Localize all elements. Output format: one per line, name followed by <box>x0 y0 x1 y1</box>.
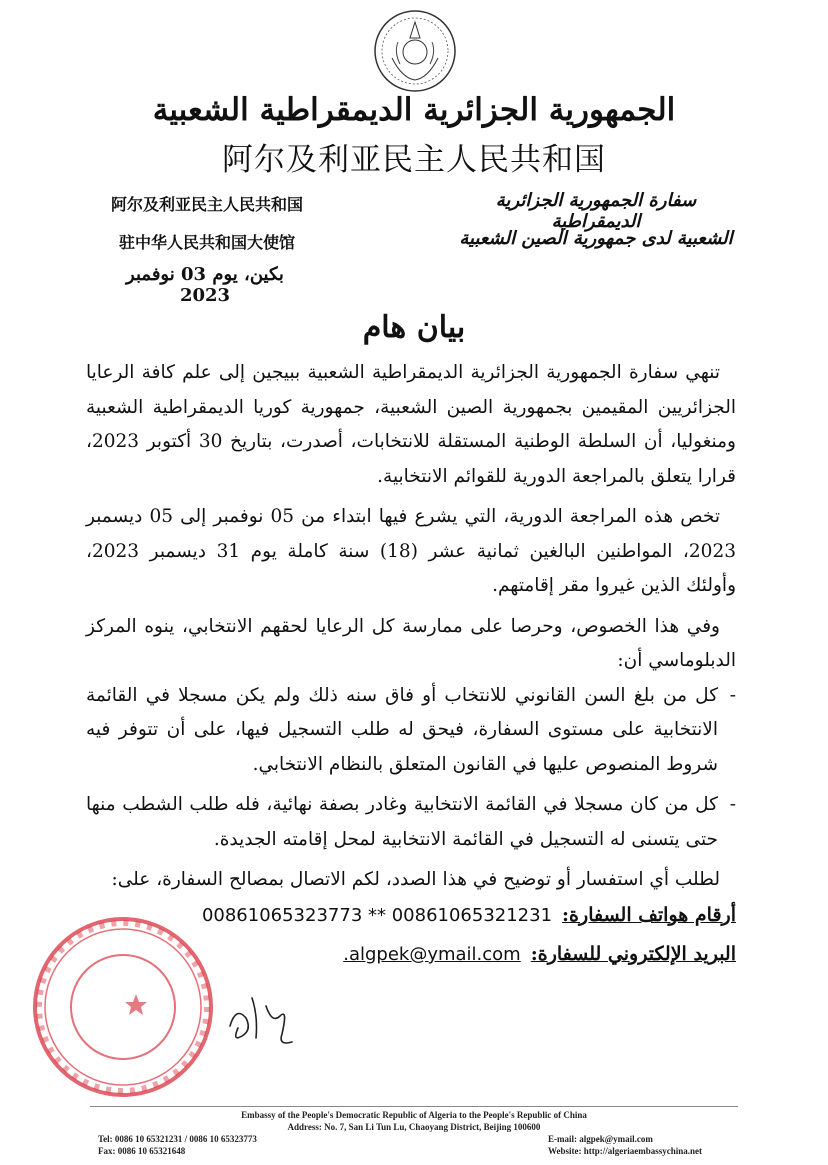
phone-numbers: 00861065323773 ** 00861065321231 <box>201 904 553 926</box>
sender-chinese-line1: 阿尔及利亚民主人民共和国 <box>110 195 303 214</box>
email-address: .algpek@ymail.com <box>343 944 521 965</box>
national-emblem-icon <box>372 8 458 94</box>
sender-arabic-line1: سفارة الجمهورية الجزائرية الديمقراطية <box>495 190 697 232</box>
sender-arabic-line2: الشعبية لدى جمهورية الصين الشعبية <box>459 228 733 249</box>
paragraph-intro: تنهي سفارة الجمهورية الجزائرية الديمقراطية الشعبية ببيجين إلى علم كافة الرعايا الجزائريين المقيمين بجمهورية الصين الشعبية، جمهورية كوريا الديمقراطية الشعبية ومنغوليا، أن السلطة الوطنية المستقلة للانتخابات، أصدرت، بتاريخ 30 أكتوبر 2023، قرارا يتعلق بالمراجعة الدورية للقوائم الانتخابية. <box>86 362 736 487</box>
email-label: البريد الإلكتروني للسفارة: <box>530 943 736 965</box>
title-arabic: الجمهورية الجزائرية الديمقراطية الشعبية <box>152 92 676 128</box>
bullet-removal: كل من كان مسجلا في القائمة الانتخابية وغادر بصفة نهائية، فله طلب الشطب منها حتى يتسنى له التسجيل في القائمة الانتخابية لمحل إقامته الجديدة. <box>86 794 718 850</box>
bullet-registration: كل من بلغ السن القانوني للانتخاب أو فاق سنه ذلك ولم يكن مسجلا في القائمة الانتخابية على مستوى السفارة، فيحق له طلب التسجيل فيها، على أن تتوفر فيه شروط المنصوص عليها في القانون المتعلق بالنظام الانتخابي. <box>86 684 718 775</box>
footer-address: Address: No. 7, San Li Tun Lu, Chaoyang District, Beijing 100600 <box>287 1122 541 1132</box>
sender-chinese-line2: 驻中华人民共和国大使馆 <box>118 233 295 252</box>
list-item: - كل من كان مسجلا في القائمة الانتخابية وغادر بصفة نهائية، فله طلب الشطب منها حتى يتسنى له التسجيل في القائمة الانتخابية لمحل إقامته الجديدة. <box>86 788 736 857</box>
phone-label: أرقام هواتف السفارة: <box>562 903 736 926</box>
embassy-stamp-icon <box>28 912 218 1102</box>
footer-website: Website: http://algeriaembassychina.net <box>548 1146 702 1156</box>
paragraph-notice: وفي هذا الخصوص، وحرصا على ممارسة كل الرعايا لحقهم الانتخابي، ينوه المركز الدبلوماسي أن: <box>86 615 736 671</box>
list-item: - كل من بلغ السن القانوني للانتخاب أو فاق سنه ذلك ولم يكن مسجلا في القائمة الانتخابية على مستوى السفارة، فيحق له طلب التسجيل فيها، على أن تتوفر فيه شروط المنصوص عليها في القانون المتعلق بالنظام الانتخابي. <box>86 679 736 783</box>
document-date: بكين، يوم 03 نوفمبر 2023 <box>126 264 284 306</box>
statement-heading: بيان هام <box>362 310 466 345</box>
title-chinese: 阿尔及利亚民主人民共和国 <box>222 142 606 178</box>
footer-tel: Tel: 0086 10 65321231 / 0086 10 65323773 <box>98 1134 257 1144</box>
signature-icon <box>222 986 302 1056</box>
paragraph-review-period: تخص هذه المراجعة الدورية، التي يشرع فيها ابتداء من 05 نوفمبر إلى 05 ديسمبر 2023، المواطنين البالغين ثمانية عشر (18) سنة كاملة يوم 31 ديسمبر 2023، وأولئك الذين غيروا مقر إقامتهم. <box>86 506 736 596</box>
footer-embassy-name: Embassy of the People's Democratic Republic of Algeria to the People's Republic of China <box>241 1110 587 1120</box>
paragraph-contact-intro: لطلب أي استفسار أو توضيح في هذا الصدد، لكم الاتصال بمصالح السفارة، على: <box>111 869 720 890</box>
footer-divider <box>90 1106 738 1107</box>
footer-email: E-mail: algpek@ymail.com <box>548 1134 653 1144</box>
footer-fax: Fax: 0086 10 65321648 <box>98 1146 186 1156</box>
statement-body <box>86 356 736 973</box>
